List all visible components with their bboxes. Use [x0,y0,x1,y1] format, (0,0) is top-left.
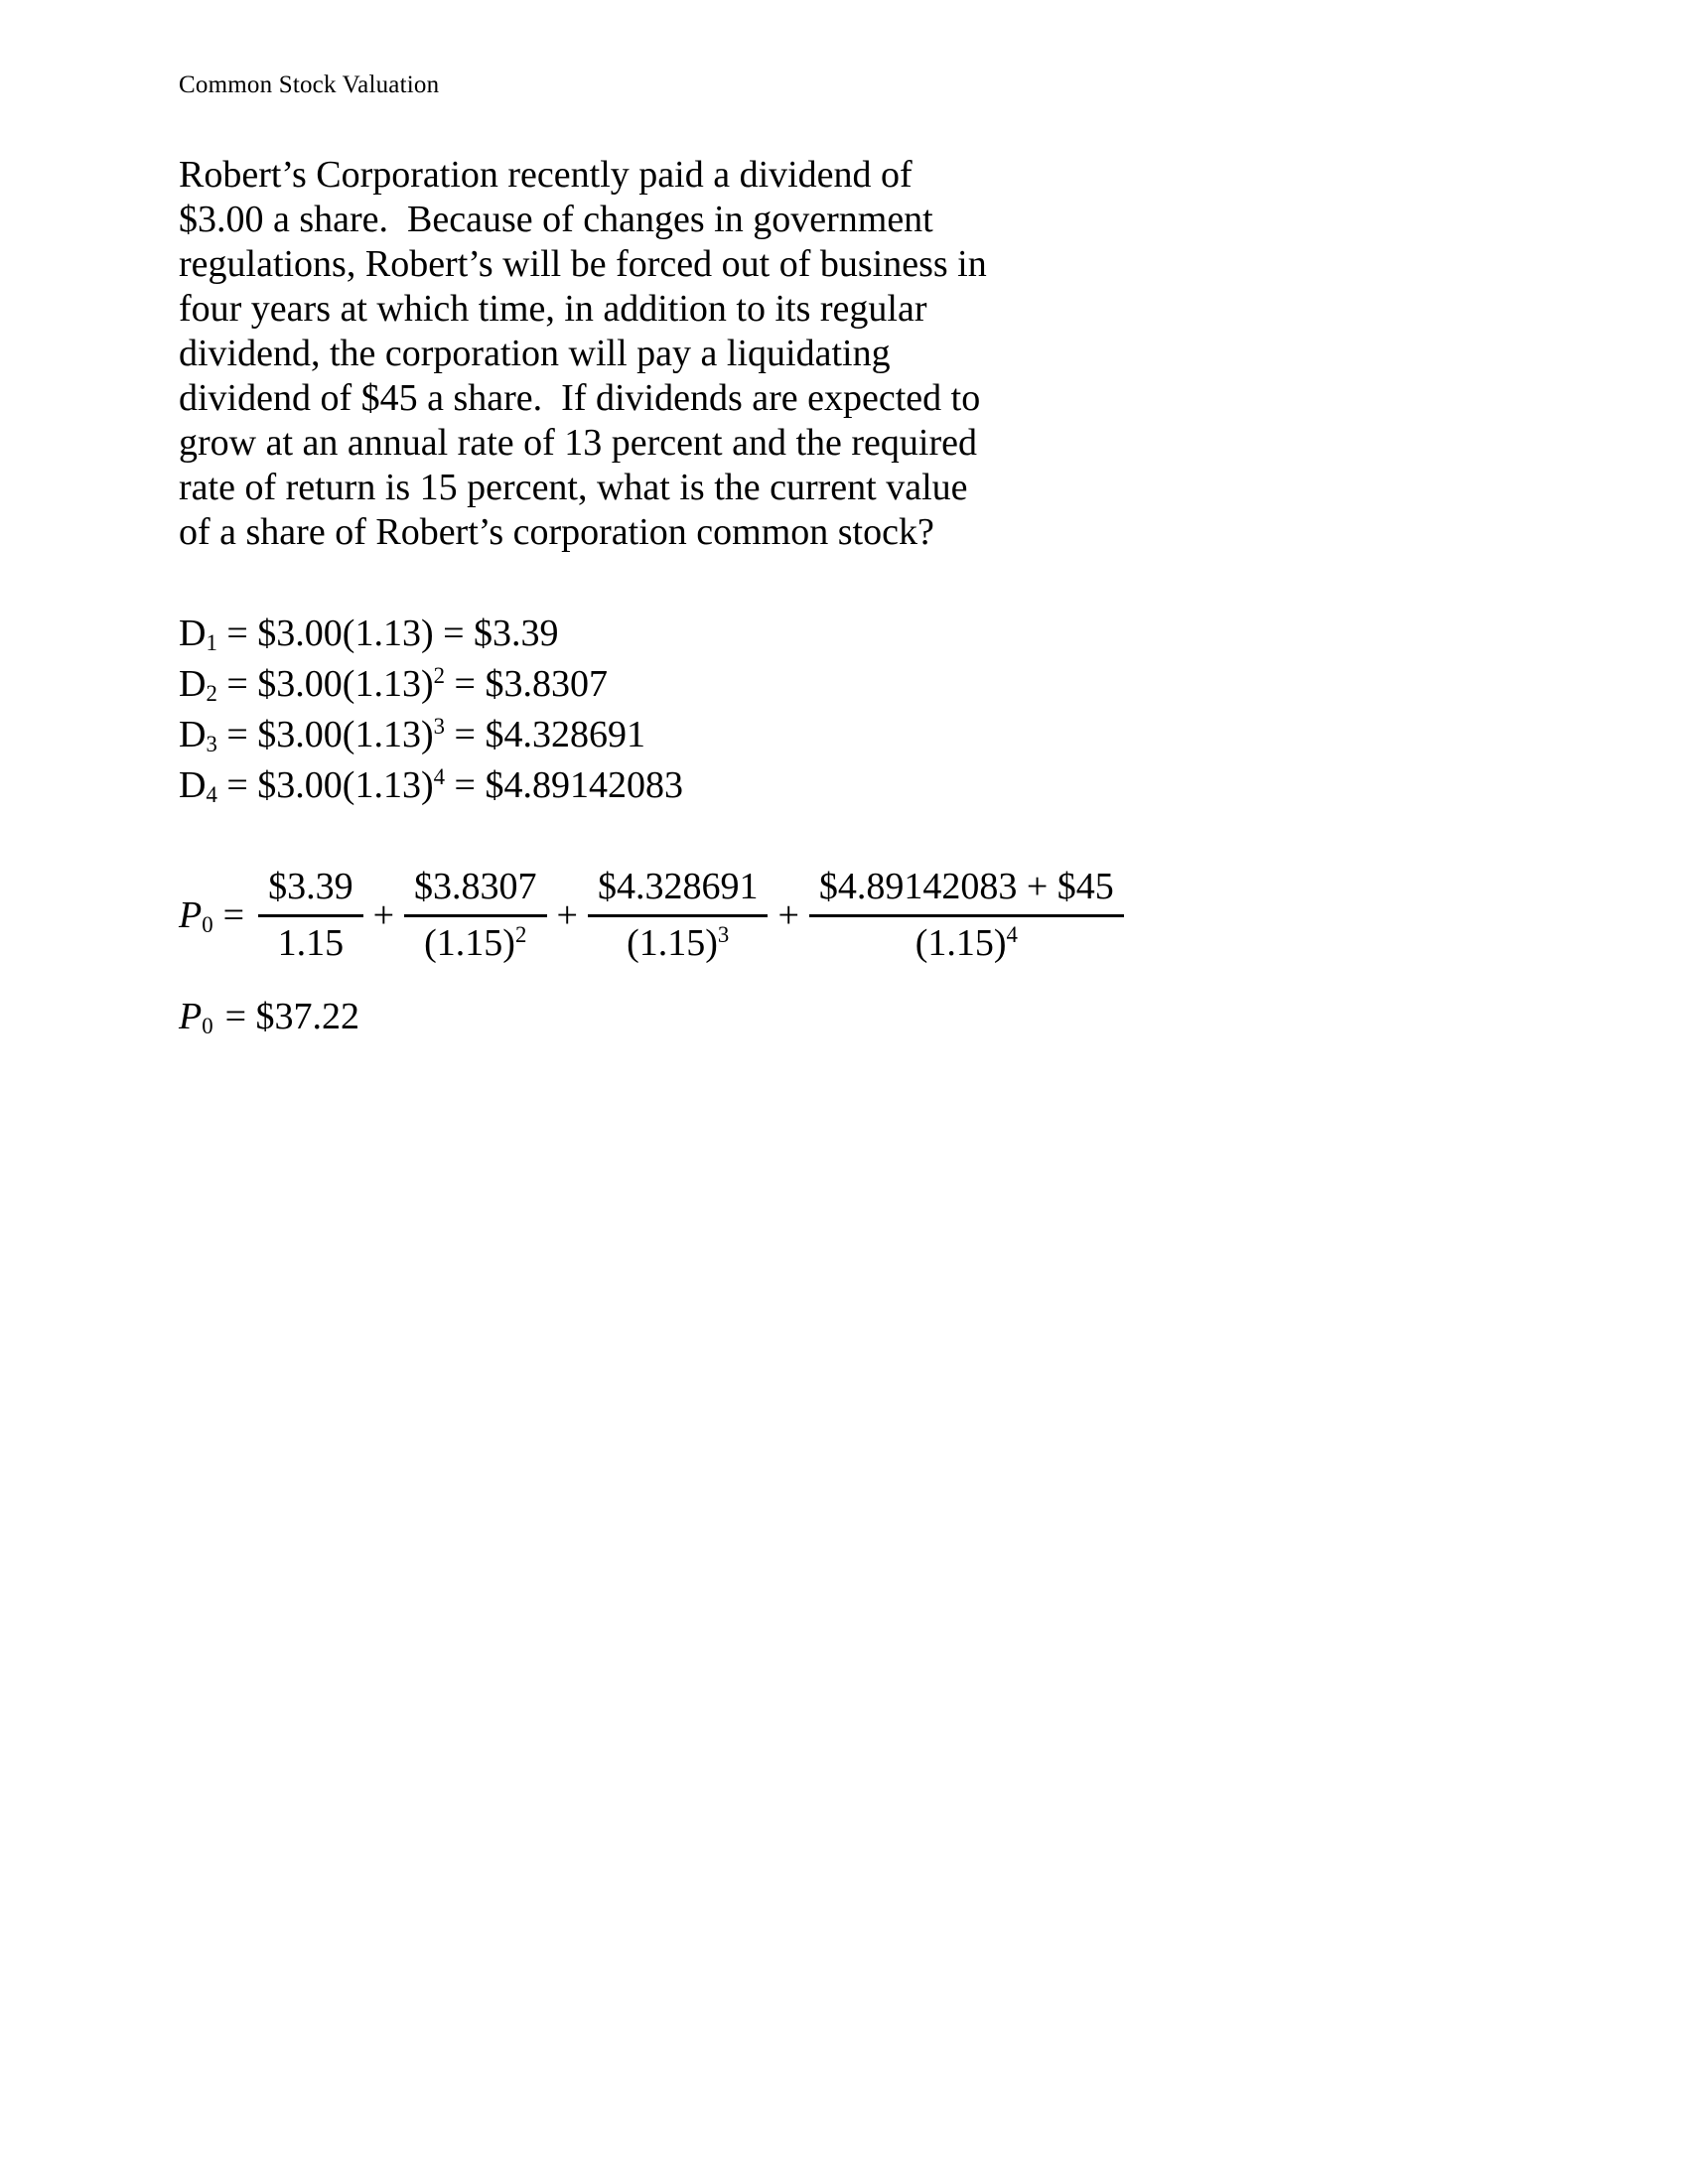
result-value: = $37.22 [224,996,360,1037]
formula-lhs [179,893,213,937]
dividend-result: = $3.8307 [445,663,608,705]
dividend-var: D [179,613,207,654]
problem-line: rate of return is 15 percent, what is the current value [179,467,968,508]
formula-subscript: 0 [202,911,213,937]
problem-line: regulations, Robert’s will be forced out of business in [179,243,987,285]
problem-line: of a share of Robert’s corporation common stock? [179,511,934,553]
fraction-term-1 [258,865,363,965]
dividend-subscript: 3 [206,732,217,757]
dividend-line-3 [179,712,1688,762]
dividend-result: = $3.39 [433,613,559,654]
fraction-denominator [278,917,345,965]
dividend-exponent: 2 [433,663,446,689]
fraction-term-4 [809,865,1124,965]
denominator-base: (1.15) [627,922,718,964]
dividend-line-2 [179,661,1688,712]
dividend-expression: = $3.00(1.13) [216,764,434,806]
dividend-expression: = $3.00(1.13) [216,663,434,705]
dividend-var: D [179,714,207,755]
plus-sign: + [556,893,578,936]
fraction-numerator: $3.8307 [404,865,547,917]
problem-line: Robert’s Corporation recently paid a dividend of [179,154,913,196]
fraction-denominator [915,917,1018,965]
denominator-exponent: 2 [514,922,527,948]
problem-line: $3.00 a share. Because of changes in government [179,199,933,240]
equals-sign: = [222,893,245,936]
fraction-numerator: $3.39 [258,865,363,917]
problem-line: dividend of $45 a share. If dividends are expected to [179,377,981,419]
result-variable: P [179,996,203,1037]
valuation-formula [179,865,1688,965]
denominator-base: (1.15) [914,922,1007,964]
dividend-var: D [179,764,207,806]
denominator-base: 1.15 [277,922,345,964]
fraction-denominator [627,917,729,965]
problem-line: four years at which time, in addition to its regular [179,288,927,330]
dividend-result: = $4.328691 [445,714,645,755]
problem-line: grow at an annual rate of 13 percent and the required [179,422,977,464]
dividend-line-4 [179,762,1688,813]
plus-sign: + [372,893,394,936]
dividend-expression: = $3.00(1.13) [216,613,434,654]
dividend-expression: = $3.00(1.13) [216,714,434,755]
dividend-exponent: 4 [433,764,446,790]
fraction-denominator [424,917,526,965]
dividend-subscript: 4 [206,782,217,808]
page-header-title: Common Stock Valuation [179,71,440,98]
denominator-exponent: 3 [717,922,730,948]
dividend-calculations [179,611,1688,813]
dividend-line-1 [179,611,1688,661]
result-subscript: 0 [202,1014,213,1039]
dividend-subscript: 2 [206,681,217,707]
dividend-exponent: 3 [433,714,446,740]
denominator-base: (1.15) [424,922,515,964]
fraction-numerator: $4.89142083 + $45 [809,865,1124,917]
dividend-result: = $4.89142083 [445,764,683,806]
fraction-term-2 [404,865,547,965]
denominator-exponent: 4 [1006,922,1018,948]
fraction-term-3 [588,865,769,965]
result-line [179,995,1688,1038]
formula-variable: P [179,893,203,936]
problem-paragraph [179,153,1688,555]
problem-line: dividend, the corporation will pay a liquidating [179,333,891,374]
plus-sign: + [777,893,799,936]
fraction-numerator: $4.328691 [588,865,769,917]
dividend-subscript: 1 [206,630,217,656]
dividend-var: D [179,663,207,705]
